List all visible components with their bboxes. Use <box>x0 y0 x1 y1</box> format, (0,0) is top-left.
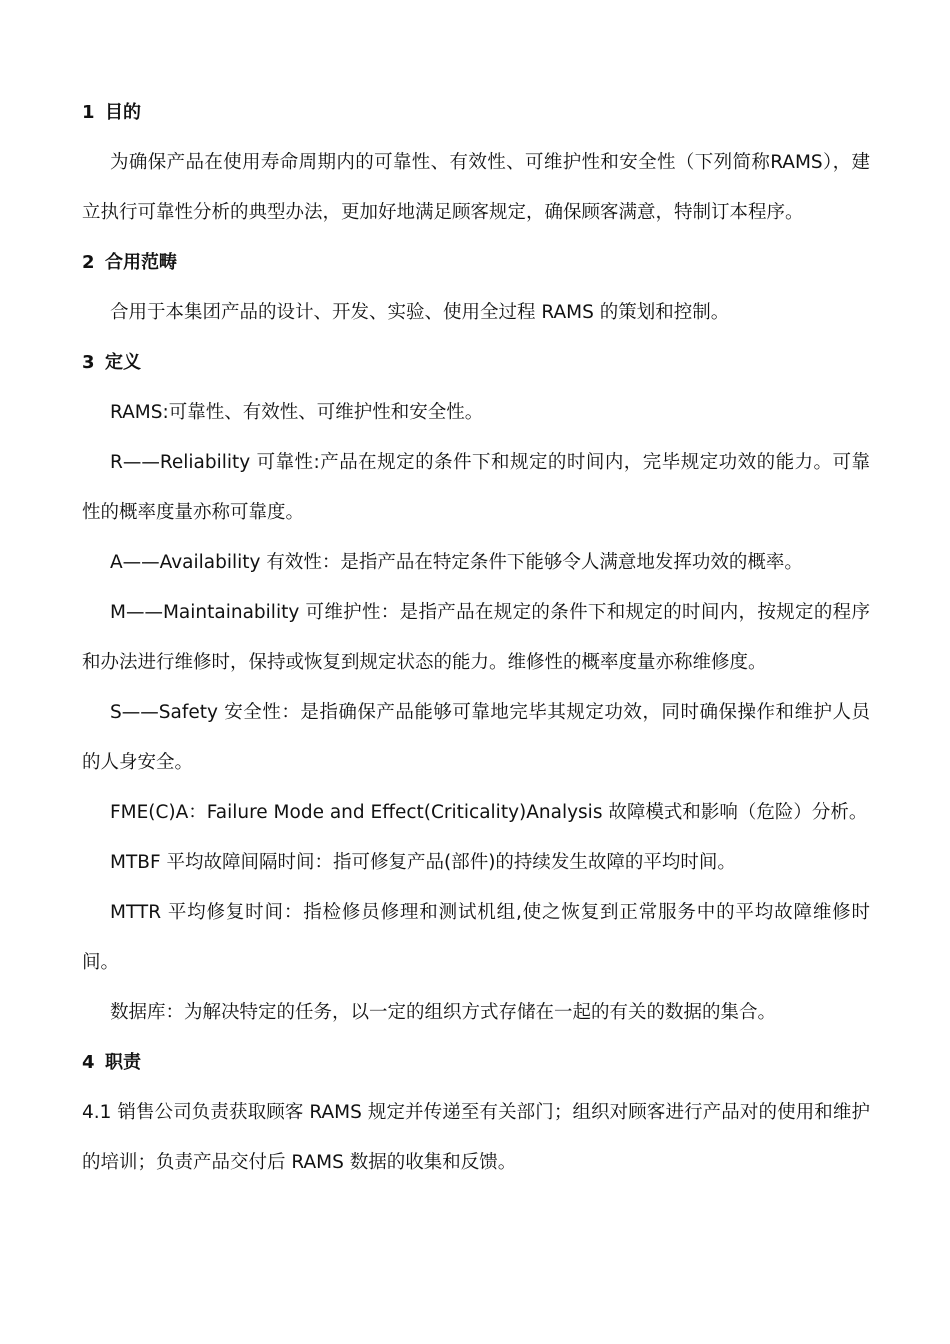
section-number: 2 <box>82 252 95 273</box>
section-heading-definitions <box>82 338 870 388</box>
section-title: 合用范畴 <box>105 252 177 273</box>
section-heading-purpose <box>82 88 870 138</box>
section-heading-responsibilities <box>82 1038 870 1088</box>
document-page <box>82 88 870 1188</box>
responsibility-4-1: 4.1 销售公司负责获取顾客 RAMS 规定并传递至有关部门；组织对顾客进行产品对的使用和维护的培训；负责产品交付后 RAMS 数据的收集和反馈。 <box>82 1102 870 1173</box>
definition-rams: RAMS:可靠性、有效性、可维护性和安全性。 <box>110 402 484 423</box>
section-heading-scope <box>82 238 870 288</box>
definition-safety: S——Safety 安全性：是指确保产品能够可靠地完毕其规定功效，同时确保操作和维护人员的人身安全。 <box>82 702 870 773</box>
definition-mtbf: MTBF 平均故障间隔时间：指可修复产品(部件)的持续发生故障的平均时间。 <box>110 852 736 873</box>
definition-maintainability: M——Maintainability 可维护性：是指产品在规定的条件下和规定的时间内，按规定的程序和办法进行维修时，保持或恢复到规定状态的能力。维修性的概率度量亦称维修度。 <box>82 602 870 673</box>
definition-availability: A——Availability 有效性：是指产品在特定条件下能够令人满意地发挥功效的概率。 <box>110 552 803 573</box>
scope-paragraph: 合用于本集团产品的设计、开发、实验、使用全过程 RAMS 的策划和控制。 <box>110 302 730 323</box>
definition-mttr: MTTR 平均修复时间：指检修员修理和测试机组,使之恢复到正常服务中的平均故障维修时间。 <box>82 902 870 973</box>
section-title: 职责 <box>105 1052 141 1073</box>
section-number: 3 <box>82 352 95 373</box>
section-number: 4 <box>82 1052 95 1073</box>
section-number: 1 <box>82 102 95 123</box>
definition-reliability: R——Reliability 可靠性:产品在规定的条件下和规定的时间内，完毕规定功效的能力。可靠性的概率度量亦称可靠度。 <box>82 452 870 523</box>
section-title: 目的 <box>105 102 141 123</box>
purpose-paragraph: 为确保产品在使用寿命周期内的可靠性、有效性、可维护性和安全性（下列简称RAMS），建立执行可靠性分析的典型办法，更加好地满足顾客规定，确保顾客满意，特制订本程序。 <box>82 152 870 223</box>
definition-fmeca: FME(C)A：Failure Mode and Effect(Criticality)Analysis 故障模式和影响（危险）分析。 <box>110 802 868 823</box>
section-title: 定义 <box>105 352 141 373</box>
definition-database: 数据库：为解决特定的任务，以一定的组织方式存储在一起的有关的数据的集合。 <box>110 1002 777 1023</box>
